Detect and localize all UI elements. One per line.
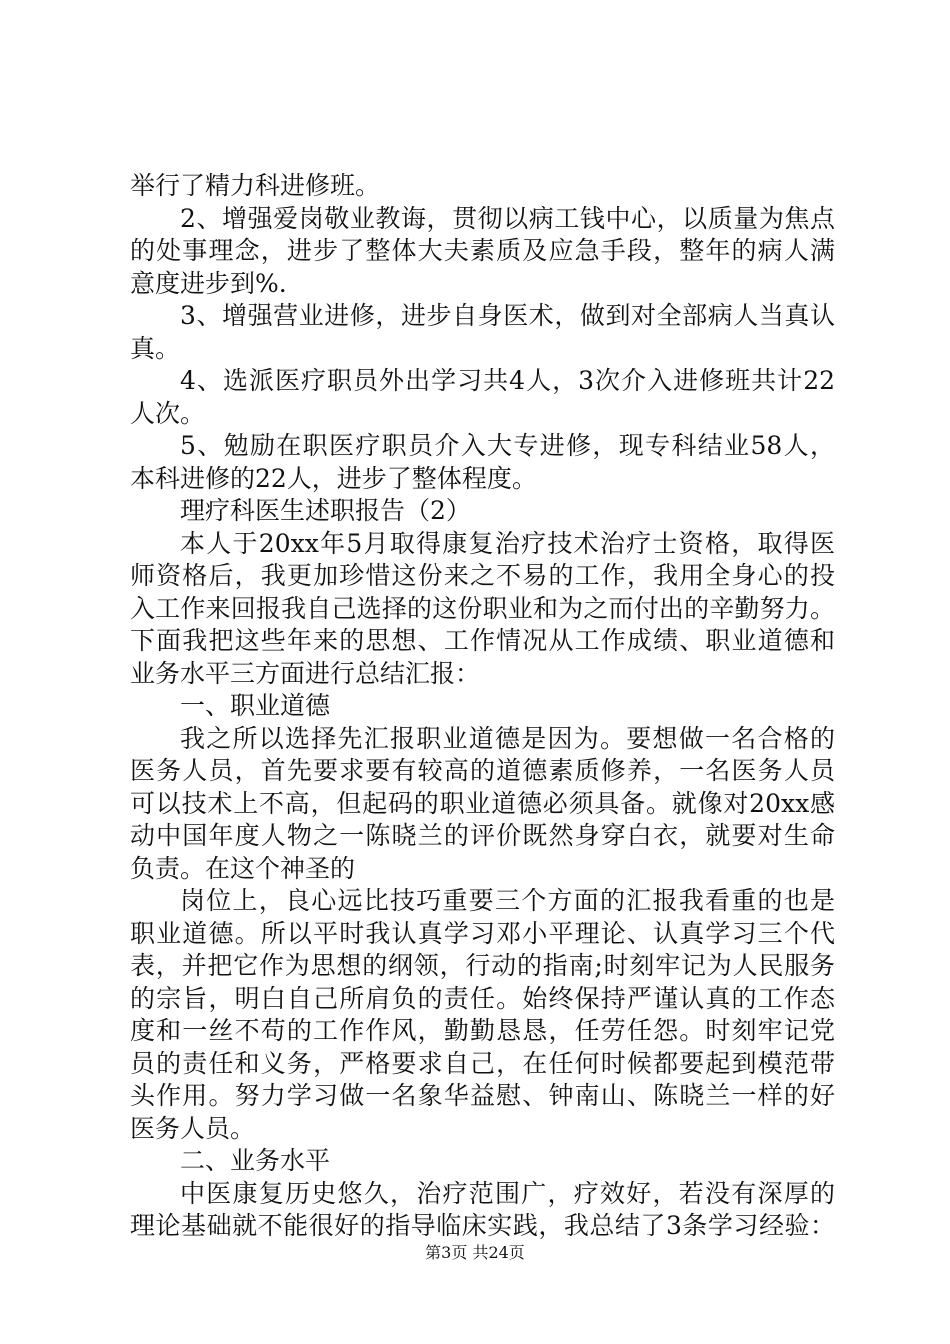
text-line: 头作用。努力学习做一名象华益慰、钟南山、陈晓兰一样的好 [130,1081,835,1110]
text-line: 5、勉励在职医疗职员介入大专进修，现专科结业58人， [180,431,835,460]
text-line: 员的责任和义务，严格要求自己，在任何时候都要起到模范带 [130,1048,835,1078]
text-line: 举行了精力科进修班。 [130,171,381,200]
text-line: 表，并把它作为思想的纲领，行动的指南;时刻牢记为人民服务 [130,951,835,980]
text-line: 负责。在这个神圣的 [130,853,356,883]
text-line: 本科进修的22人，进步了整体程度。 [130,463,537,493]
text-line: 2、增强爱岗敬业教诲，贯彻以病工钱中心，以质量为焦点 [180,203,835,233]
text-line: 理论基础就不能很好的指导临床实践，我总结了3条学习经验： [130,1211,835,1240]
text-line: 意度进步到%. [130,268,287,298]
text-line: 岗位上，良心远比技巧重要三个方面的汇报我看重的也是 [180,886,835,915]
text-line: 3、增强营业进修，进步自身医术，做到对全部病人当真认 [180,301,835,330]
text-line: 本人于20xx年5月取得康复治疗技术治疗士资格，取得医 [180,528,835,558]
page-number-text: 第3页 共24页 [425,1243,525,1262]
text-line: 下面我把这些年来的思想、工作情况从工作成绩、职业道德和 [130,626,835,655]
text-line: 一、职业道德 [180,691,331,720]
text-line: 人次。 [130,398,206,428]
text-line: 真。 [130,333,181,363]
text-line: 理疗科医生述职报告（2） [180,496,471,525]
text-line: 可以技术上不高，但起码的职业道德必须具备。就像对20xx感 [130,788,835,818]
text-line: 的宗旨，明白自己所肩负的责任。始终保持严谨认真的工作态 [130,983,835,1013]
text-line: 职业道德。所以平时我认真学习邓小平理论、认真学习三个代 [130,918,835,948]
text-line: 度和一丝不苟的工作作风，勤勤恳恳，任劳任怨。时刻牢记党 [130,1016,835,1045]
document-body [130,170,835,1243]
text-line: 我之所以选择先汇报职业道德是因为。要想做一名合格的 [180,723,835,753]
text-line: 二、业务水平 [180,1146,331,1175]
text-line: 入工作来回报我自己选择的这份职业和为之而付出的辛勤努力。 [130,593,835,623]
text-line: 的处事理念，进步了整体大夫素质及应急手段，整年的病人满 [130,236,835,265]
text-line: 业务水平三方面进行总结汇报： [130,658,481,688]
text-line: 4、选派医疗职员外出学习共4人，3次介入进修班共计22 [180,366,835,395]
text-line: 医务人员，首先要求要有较高的道德素质修养，一名医务人员 [130,756,835,785]
text-line: 动中国年度人物之一陈晓兰的评价既然身穿白衣，就要对生命 [130,821,835,850]
text-line: 师资格后，我更加珍惜这份来之不易的工作，我用全身心的投 [130,561,835,590]
text-line: 中医康复历史悠久，治疗范围广，疗效好，若没有深厚的 [180,1178,835,1208]
text-line: 医务人员。 [130,1113,256,1143]
page-footer [0,1240,950,1263]
